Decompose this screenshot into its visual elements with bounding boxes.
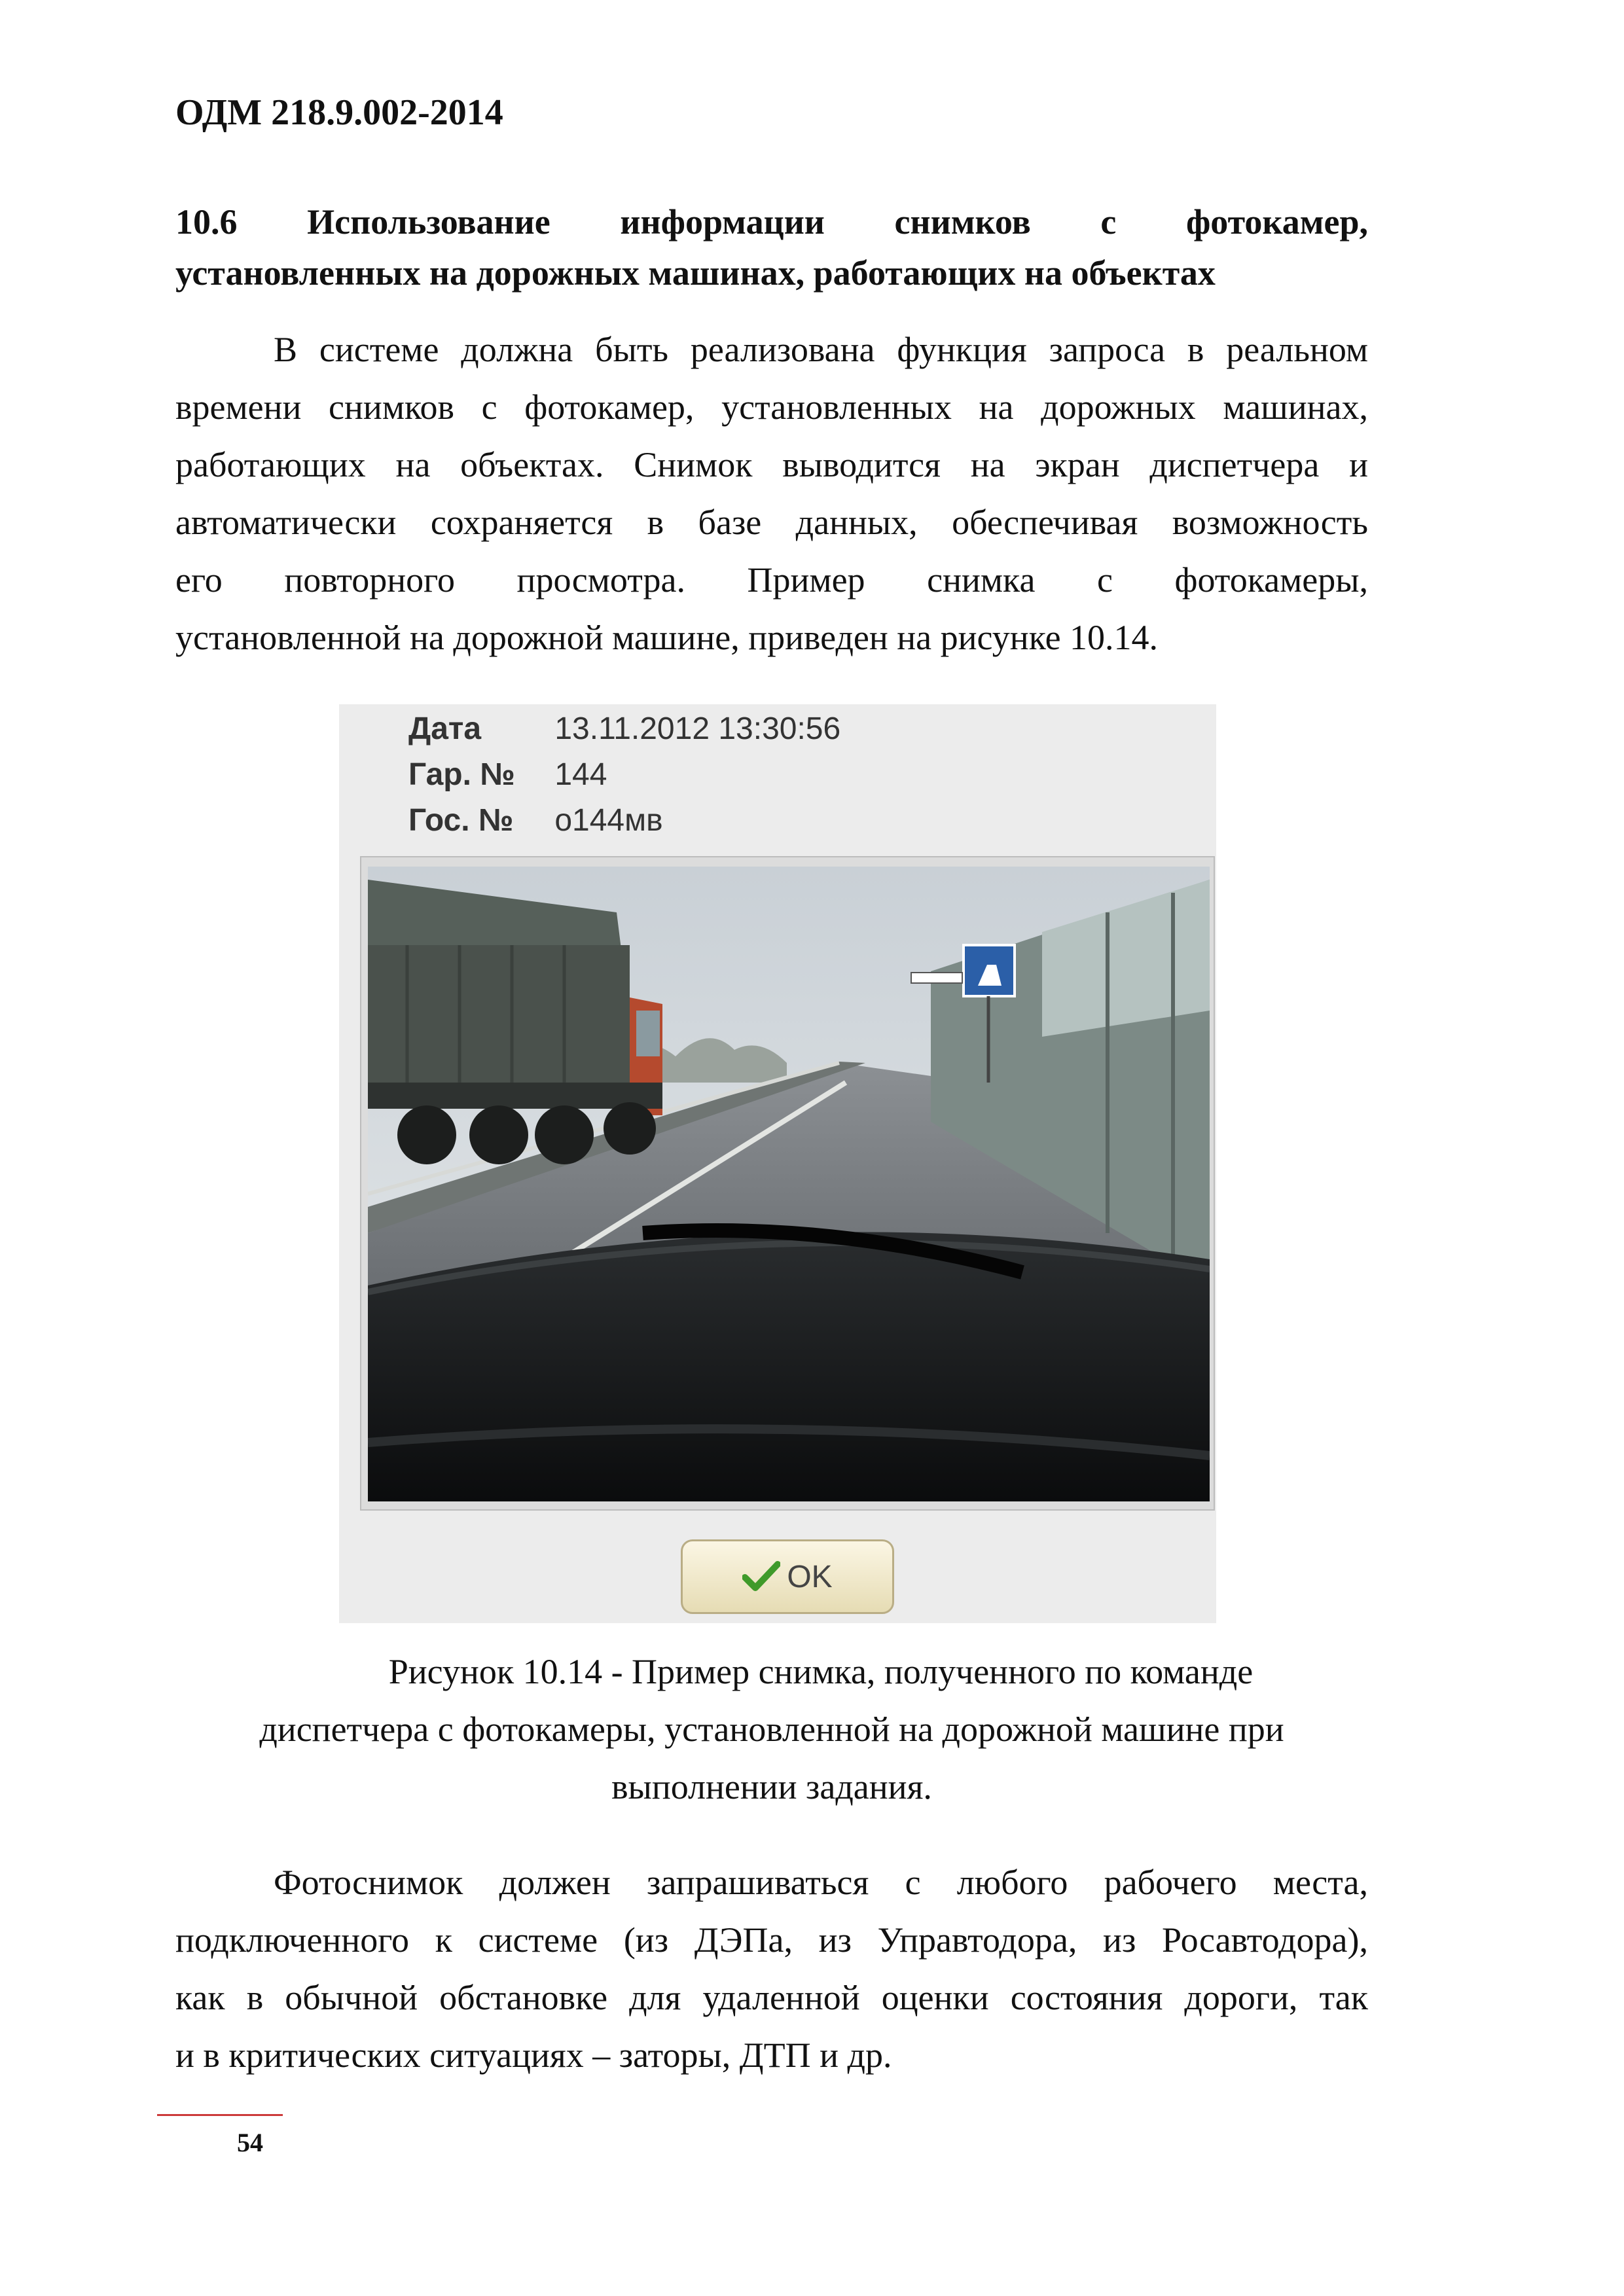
page-number: 54 xyxy=(237,2128,263,2157)
paragraph-line: Фотоснимок должен запрашиваться с любого рабочего места, xyxy=(274,1863,1368,1902)
plate-number-label: Гос. № xyxy=(408,803,514,838)
plate-number-row xyxy=(408,802,663,838)
date-value: 13.11.2012 13:30:56 xyxy=(554,711,841,746)
paragraph-intro xyxy=(175,321,1368,666)
figure-caption xyxy=(175,1643,1368,1816)
caption-line-1: Рисунок 10.14 - Пример снимка, полученного по команде xyxy=(388,1652,1254,1691)
paragraph-line: времени снимков с фотокамер, установленных на дорожных машинах, xyxy=(175,387,1368,427)
footer-divider xyxy=(157,2114,283,2116)
paragraph-line: как в обычной обстановке для удаленной оценки состояния дороги, так xyxy=(175,1978,1368,2017)
paragraph-line: подключенного к системе (из ДЭПа, из Управтодора, из Росавтодора), xyxy=(175,1920,1368,1960)
paragraph-line: автоматически сохраняется в базе данных, обеспечивая возможность xyxy=(175,503,1368,542)
camera-snapshot xyxy=(368,867,1210,1501)
paragraph-line: его повторного просмотра. Пример снимка с фотокамеры, xyxy=(175,560,1368,600)
section-heading-line-1: 10.6 Использование информации снимков с фотокамер, xyxy=(175,202,1368,242)
paragraph-line: и в критических ситуациях – заторы, ДТП и др. xyxy=(175,2036,892,2075)
paragraph-line: В системе должна быть реализована функция запроса в реальном xyxy=(274,330,1368,369)
garage-number-label: Гар. № xyxy=(408,757,515,792)
section-heading-line-2: установленных на дорожных машинах, работающих на объектах xyxy=(175,253,1216,293)
paragraph-line: работающих на объектах. Снимок выводится на экран диспетчера и xyxy=(175,445,1368,484)
ok-button[interactable] xyxy=(681,1539,894,1614)
caption-line-3: выполнении задания. xyxy=(611,1767,932,1806)
check-icon xyxy=(742,1560,780,1593)
photo-frame xyxy=(360,856,1215,1511)
document-code: ОДМ 218.9.002-2014 xyxy=(175,92,503,133)
section-heading xyxy=(175,196,1368,298)
road-photo-illustration xyxy=(368,867,1210,1501)
paragraph-requirements xyxy=(175,1854,1368,2084)
caption-line-2: диспетчера с фотокамеры, установленной на дорожной машине при xyxy=(259,1710,1284,1749)
paragraph-line: установленной на дорожной машине, приведен на рисунке 10.14. xyxy=(175,618,1159,657)
date-row xyxy=(408,711,840,747)
date-label: Дата xyxy=(408,711,482,746)
ok-button-label: OK xyxy=(787,1559,833,1594)
plate-number-value: о144мв xyxy=(554,803,663,838)
garage-number-value: 144 xyxy=(554,757,607,792)
snapshot-dialog xyxy=(339,704,1216,1623)
garage-number-row xyxy=(408,757,607,793)
